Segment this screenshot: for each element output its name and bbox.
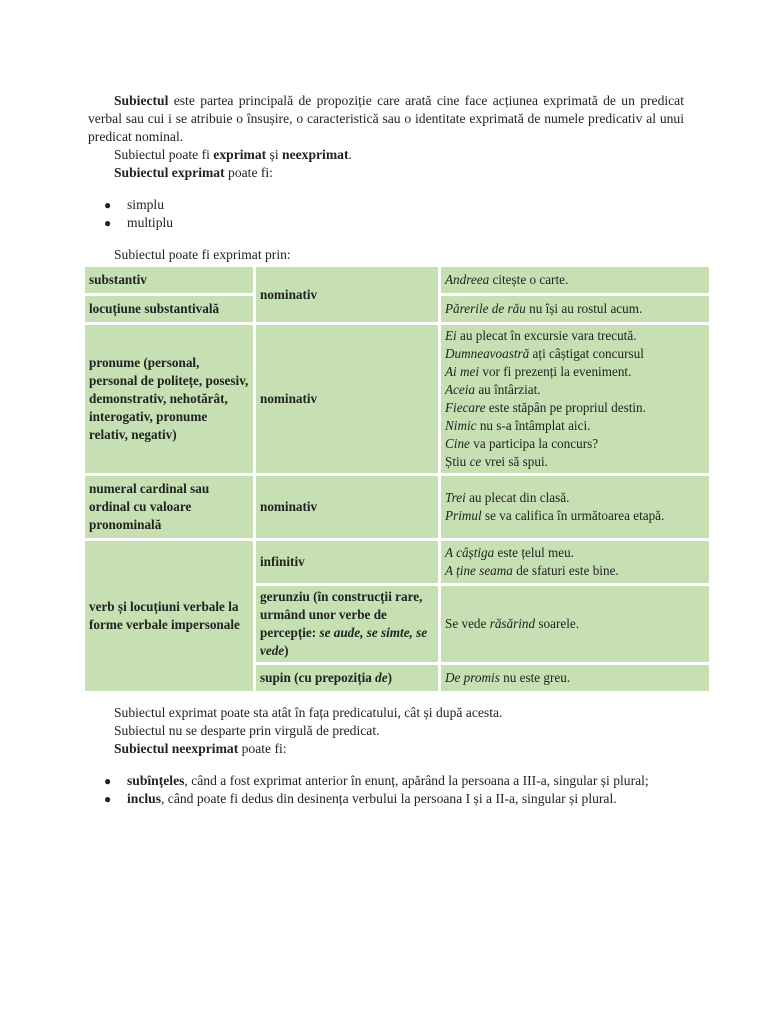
- unexpressed-heading: [88, 740, 684, 758]
- table-row: [85, 541, 709, 583]
- table-cell: [256, 586, 438, 662]
- position-note: Subiectul exprimat poate sta atât în fața predicatului, cât și după acesta.: [114, 705, 503, 720]
- text: poate fi:: [238, 741, 287, 756]
- list-item-text: , când poate fi dedus din desinența verbului la persoana I și a II-a, singular și plural.: [161, 791, 617, 806]
- example-line: [445, 453, 705, 471]
- table-cell: nominativ: [256, 325, 438, 473]
- example-text: Știu: [445, 454, 470, 469]
- table-cell: [441, 586, 709, 662]
- example-line: [445, 489, 705, 507]
- list-item-text: multiplu: [127, 215, 174, 230]
- example-subject: Cine: [445, 436, 470, 451]
- example-line: [445, 544, 705, 562]
- example-text: soarele.: [535, 616, 580, 631]
- example-text: au plecat în excursie vara trecută.: [456, 328, 637, 343]
- table-cell: verb și locuțiuni verbale la forme verbale impersonale: [85, 541, 253, 691]
- form-italic: de: [375, 670, 388, 685]
- form-text: gerunziu (în construcții rare, urmând unor verbe de percepție:: [260, 589, 423, 640]
- example-text: vrei să spui.: [481, 454, 548, 469]
- bullet-icon: ●: [104, 198, 112, 212]
- example-line: [445, 381, 705, 399]
- table-cell: [441, 476, 709, 538]
- example-text: de sfaturi este bine.: [512, 563, 619, 578]
- table-cell: nominativ: [256, 267, 438, 322]
- form-text: ): [284, 643, 289, 658]
- example-subject: Primul: [445, 508, 482, 523]
- example-line: [445, 417, 705, 435]
- table-cell: pronume (personal, personal de politețe, posesiv, demonstrativ, nehotărât, interogativ, pronume relativ, negativ): [85, 325, 253, 473]
- table-cell: [441, 325, 709, 473]
- example-subject: De promis: [445, 670, 500, 685]
- table-cell: [256, 665, 438, 691]
- example-line: [445, 345, 705, 363]
- example-line: [445, 363, 705, 381]
- example-line: [445, 562, 705, 580]
- example-subject: A ține seama: [445, 563, 513, 578]
- bullet-icon: ●: [104, 216, 112, 230]
- bullet-icon: ●: [104, 792, 112, 806]
- term-bold: Subiectul: [114, 93, 169, 108]
- definition-paragraph: [88, 92, 684, 146]
- example-subject: Părerile de rău: [445, 301, 526, 316]
- example-text: ați câștigat concursul: [529, 346, 644, 361]
- table-row: [85, 476, 709, 538]
- example-line: [445, 507, 705, 525]
- term-bold: subînțeles: [127, 773, 185, 788]
- form-italic: se aude, se simte, se vede: [260, 625, 428, 658]
- table-cell: [441, 296, 709, 322]
- example-text: au plecat din clasă.: [465, 490, 570, 505]
- example-subject: Aceia: [445, 382, 476, 397]
- example-text: se va califica în următoarea etapă.: [481, 508, 665, 523]
- example-subject: Fiecare: [445, 400, 486, 415]
- table-cell: substantiv: [85, 267, 253, 293]
- bullet-icon: ●: [104, 774, 112, 788]
- text: .: [348, 147, 352, 162]
- table-cell: numeral cardinal sau ordinal cu valoare pronominală: [85, 476, 253, 538]
- list-item: [88, 214, 684, 232]
- text: poate fi:: [224, 165, 273, 180]
- example-subject: A câștiga: [445, 545, 495, 560]
- document-page: [88, 92, 684, 808]
- list-item: [88, 196, 684, 214]
- form-text: ): [387, 670, 393, 685]
- table-cell: [441, 665, 709, 691]
- expressed-heading: [88, 164, 684, 182]
- example-text: nu își au rostul acum.: [525, 301, 643, 316]
- example-text: citește o carte.: [489, 272, 569, 287]
- list-item-text: , când a fost exprimat anterior în enunț, apărând la persoana a III-a, singular și plural;: [184, 773, 649, 788]
- term-bold: exprimat: [213, 147, 267, 162]
- example-line: [445, 435, 705, 453]
- expressed-paragraph: [88, 146, 684, 164]
- example-subject: Trei: [445, 490, 466, 505]
- table-cell: [441, 541, 709, 583]
- example-text: este stăpân pe propriul destin.: [485, 400, 646, 415]
- table-row: [85, 325, 709, 473]
- table-intro: Subiectul poate fi exprimat prin:: [114, 247, 291, 262]
- table-cell: infinitiv: [256, 541, 438, 583]
- example-line: [445, 327, 705, 345]
- table-row: [85, 267, 709, 293]
- bullet-list-unexpressed: [88, 772, 684, 808]
- example-subject: Dumneavoastră: [445, 346, 530, 361]
- comma-note: Subiectul nu se desparte prin virgulă de predicat.: [114, 723, 380, 738]
- term-bold: neexprimat: [282, 147, 349, 162]
- list-item: [88, 772, 684, 790]
- subject-table: [82, 264, 712, 694]
- definition-text: este partea principală de propoziție care arată cine face acțiunea exprimată de un predicat verbal sau cui i se atribuie o însușire, o caracteristică sau o identitate exprimată de numele predicativ al unui predicat nominal.: [88, 93, 684, 144]
- example-text: va participa la concurs?: [469, 436, 599, 451]
- list-item: [88, 790, 684, 808]
- text: și: [266, 147, 283, 162]
- example-text: este țelul meu.: [494, 545, 575, 560]
- example-text: vor fi prezenți la eveniment.: [479, 364, 632, 379]
- example-text: nu s-a întâmplat aici.: [476, 418, 591, 433]
- example-subject: Ei: [445, 328, 457, 343]
- bullet-list-types: [88, 196, 684, 232]
- table-cell: nominativ: [256, 476, 438, 538]
- term-bold: inclus: [127, 791, 161, 806]
- list-item-text: simplu: [127, 197, 165, 212]
- text: Subiectul poate fi: [114, 147, 214, 162]
- term-bold: Subiectul exprimat: [114, 165, 225, 180]
- example-text: au întârziat.: [475, 382, 541, 397]
- example-text: nu este greu.: [499, 670, 571, 685]
- form-text: supin (cu prepoziția: [260, 670, 376, 685]
- example-subject: ce: [469, 454, 482, 469]
- example-line: [445, 399, 705, 417]
- example-text: Se vede: [445, 616, 490, 631]
- example-subject: Ai mei: [445, 364, 480, 379]
- example-subject: Nimic: [445, 418, 477, 433]
- table-cell: [441, 267, 709, 293]
- table-cell: locuțiune substantivală: [85, 296, 253, 322]
- example-subject: răsărind: [489, 616, 536, 631]
- example-subject: Andreea: [445, 272, 490, 287]
- term-bold: Subiectul neexprimat: [114, 741, 239, 756]
